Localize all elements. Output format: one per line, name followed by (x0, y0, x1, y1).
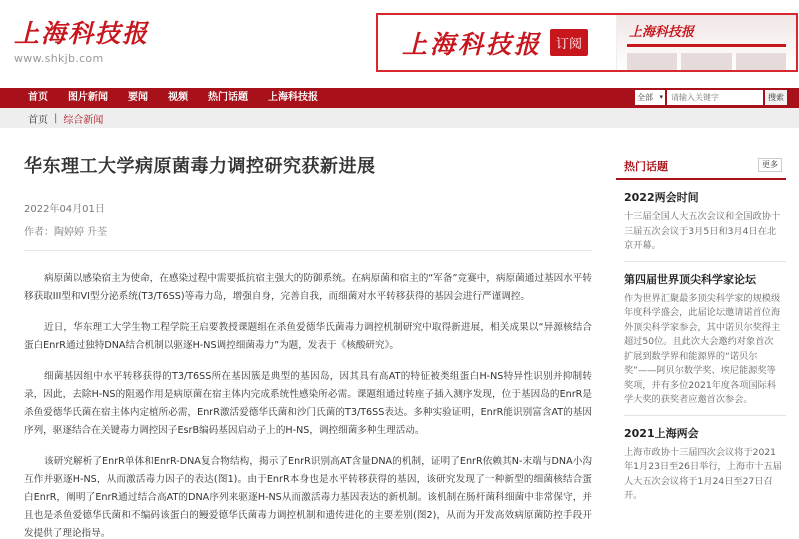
nav-item-home[interactable]: 首页 (28, 92, 48, 103)
logo-text: 上海科技报 (14, 19, 150, 48)
newspaper-image (616, 15, 796, 70)
nav-item-newspaper[interactable]: 上海科技报 (268, 92, 318, 103)
topic-desc: 十三届全国人大五次会议和全国政协十三届五次会议于3月5日和3月4日在北京开幕。 (624, 211, 781, 251)
breadcrumb-home[interactable]: 首页 (28, 114, 48, 126)
logo-url: www.shkjb.com (14, 52, 104, 65)
article-author: 作者：陶婷婷 升荃 (24, 227, 108, 238)
sidebar-divider (624, 415, 786, 416)
article-paragraph: 该研究解析了EnrR单体和EnrR-DNA复合物结构，揭示了EnrR识别高AT含量DNA的机制，证明了EnrR依赖其N-末端与DNA小沟互作并驱逐H-NS，从而激活毒力因子的表达(图1)。由于EnrR本身也是水平转移获得的基因，该研究发现了一种新型的细菌核结合蛋白EnrR，阐明了EnrR通过结合高AT的DNA序列来驱逐H-NS从而激活毒力基因表达的新机制。该机制在肠杆菌科细菌中非常保守，并且也是杀鱼爱德华氏菌和不编码该蛋白的鳗爱德华氏菌毒力调控机制和遗传进化的主要差别(图2)，从而为开发高效病原菌防控手段开发提供了理论指导。 (24, 456, 592, 539)
topic-item[interactable] (616, 272, 786, 408)
search-scope-select[interactable] (635, 90, 665, 105)
article-title: 华东理工大学病原菌毒力调控研究获新进展 (24, 156, 376, 177)
site-logo[interactable] (14, 14, 154, 65)
main-nav (0, 88, 799, 108)
newspaper-rule (627, 44, 786, 47)
sidebar-divider (624, 261, 786, 262)
article-divider (24, 250, 592, 251)
hot-topics-sidebar (616, 152, 786, 504)
search-bar (635, 90, 787, 105)
topic-desc: 上海市政协十三届四次会议将于2021年1月23日至26日举行，上海市十五届人大五次会议将于1月24日至27日召开。 (624, 446, 782, 501)
subscribe-banner[interactable] (376, 13, 798, 72)
banner-title: 上海科技报 (402, 29, 543, 59)
topic-title[interactable]: 2022两会时间 (624, 191, 699, 204)
search-scope-value: 全部 (637, 93, 653, 102)
search-input[interactable] (667, 90, 763, 105)
nav-item-photo-news[interactable]: 图片新闻 (68, 92, 108, 103)
breadcrumb (0, 108, 799, 128)
subscribe-badge[interactable]: 订阅 (550, 29, 588, 56)
sidebar-heading: 热门话题 (624, 160, 668, 173)
nav-item-headlines[interactable]: 要闻 (128, 92, 148, 103)
topic-title[interactable]: 2021上海两会 (624, 426, 699, 440)
article (24, 152, 592, 539)
article-paragraph: 病原菌以感染宿主为使命，在感染过程中需要抵抗宿主强大的防御系统。在病原菌和宿主的“军备”竞赛中，病原菌通过基因水平转移获取III型和VI型分泌系统(T3/T6SS)等毒力岛，增强自身，完善自我，而细菌对水平转移获得的基因会进行严谨调控。 (24, 273, 592, 302)
more-link[interactable]: 更多 (758, 158, 782, 172)
article-paragraph: 细菌基因组中水平转移获得的T3/T6SS所在基因簇是典型的基因岛，因其具有高AT的特征被类组蛋白H-NS特异性识别并抑制转录，因此，去除H-NS的阻遏作用是病原菌在宿主体内完成系统性感染所必需。课题组通过转座子插入测序发现，位于基因岛的EnrR是杀鱼爱德华氏菌在宿主体内定植所必需，EnrR激活爱德华氏菌和沙门氏菌的T3/T6SS表达。多种实验证明，EnrR能识别富含AT的基因序列，驱逐结合在关键毒力调控因子EsrB编码基因启动子上的H-NS，调控细菌多种生理活动。 (24, 371, 592, 436)
newspaper-columns (627, 53, 786, 70)
topic-title[interactable]: 第四届世界顶尖科学家论坛 (624, 272, 756, 286)
chevron-down-icon: ▾ (659, 93, 663, 101)
newspaper-title: 上海科技报 (629, 25, 695, 40)
breadcrumb-separator: | (54, 112, 58, 124)
sidebar-header (616, 152, 786, 180)
site-header (0, 0, 799, 88)
topic-item[interactable] (616, 190, 786, 254)
article-paragraph: 近日，华东理工大学生物工程学院王启要教授课题组在杀鱼爱德华氏菌毒力调控机制研究中取得新进展，相关成果以“异源核结合蛋白EnrR通过独特DNA结合机制以驱逐H-NS调控细菌毒力”为题，发表于《核酸研究》。 (24, 322, 592, 351)
article-date: 2022年04月01日 (24, 204, 105, 215)
nav-item-video[interactable]: 视频 (168, 92, 188, 103)
breadcrumb-current[interactable]: 综合新闻 (63, 114, 104, 126)
topic-item[interactable] (616, 426, 786, 504)
topic-desc: 作为世界汇聚最多顶尖科学家的规模级年度科学盛会，此届论坛邀请诺首位海外顶尖科学家参会，其中诺贝尔奖得主超过50位。且此次大会邀约对象首次扩展到数学界和能源界的“诺贝尔奖”——阿贝尔数学奖、埃尼能源奖等奖项，并有多位2021年度各项国际科学大奖的获奖者应邀首次参会。 (624, 292, 781, 405)
search-button[interactable]: 搜索 (765, 90, 787, 105)
nav-item-hot-topics[interactable]: 热门话题 (208, 92, 248, 103)
